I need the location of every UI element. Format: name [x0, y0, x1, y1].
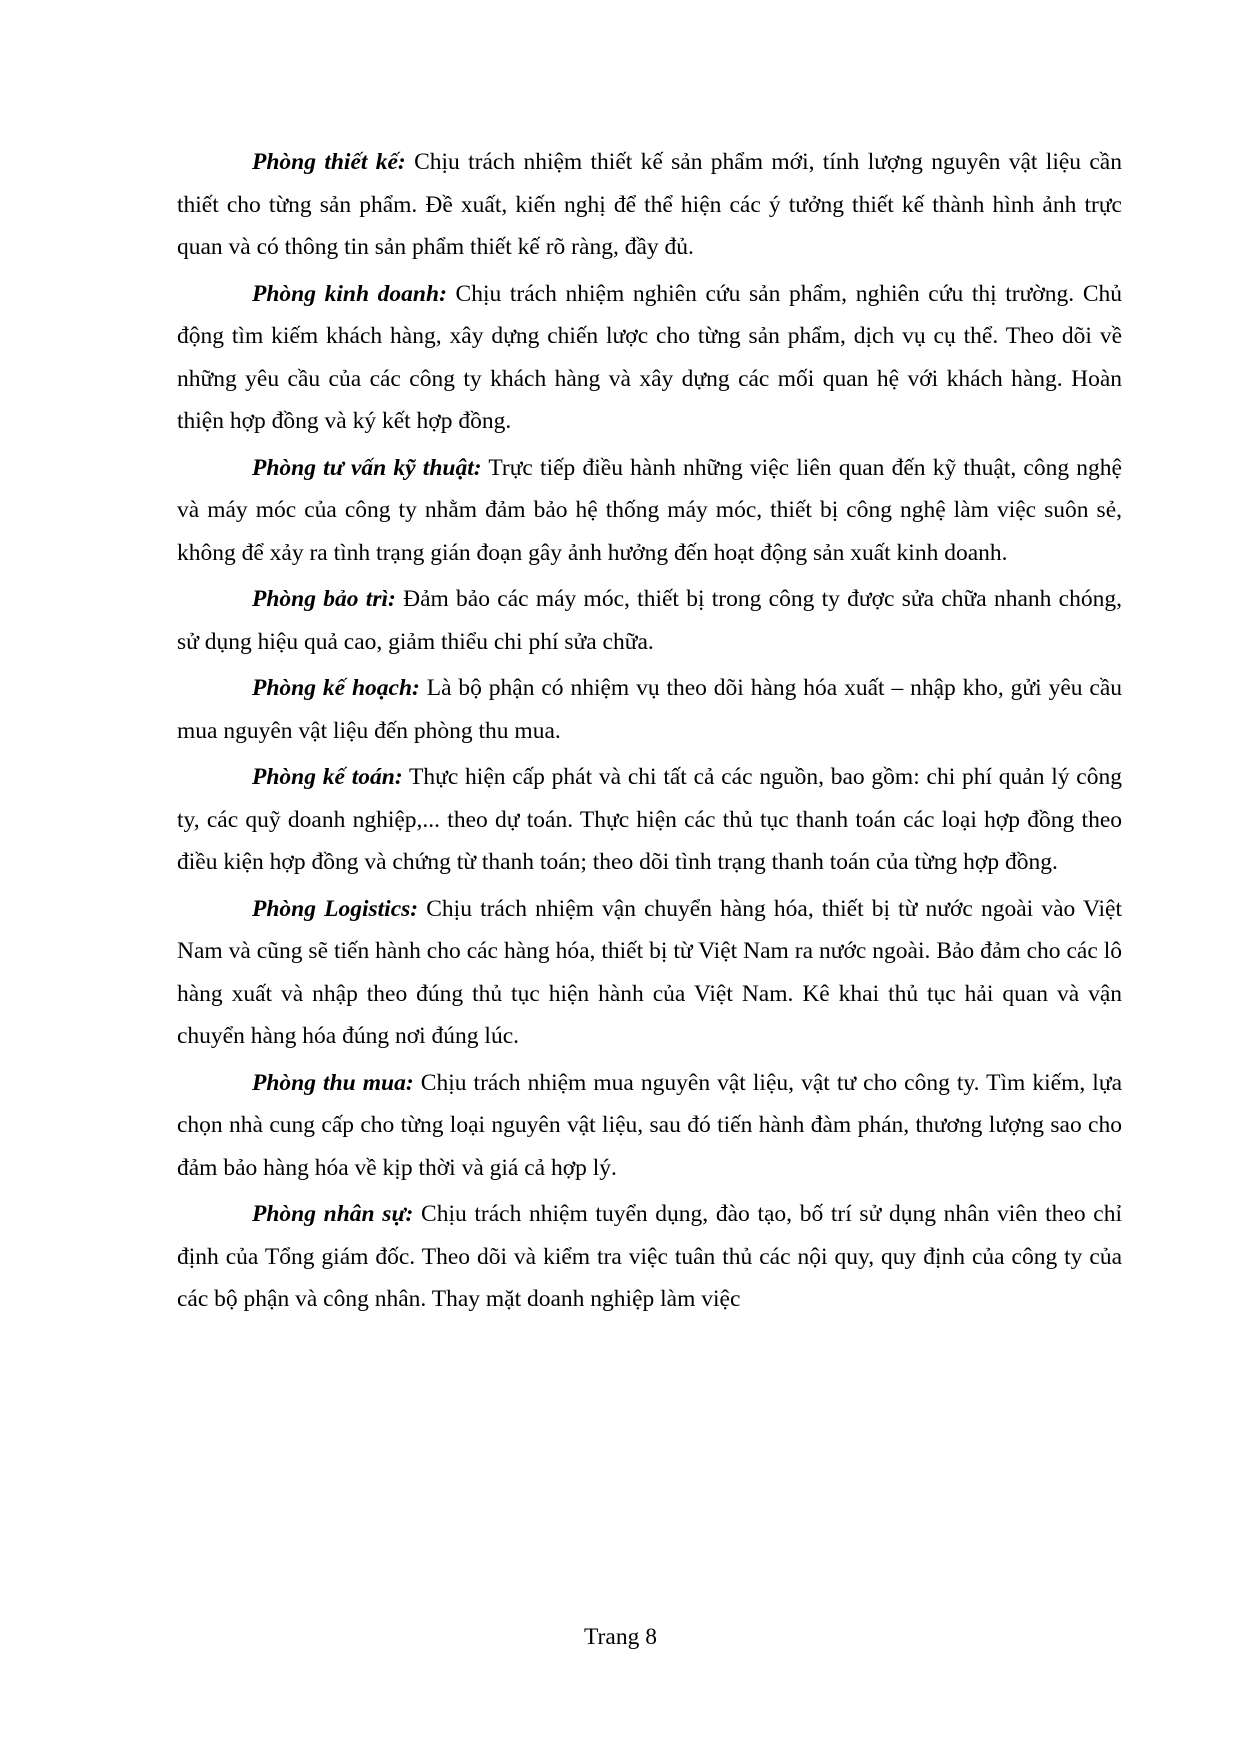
term-logistics-dept: Phòng Logistics: — [252, 895, 419, 922]
text-hr-dept: Chịu trách nhiệm tuyển dụng, đào tạo, bố trí sử dụng nhân viên theo chỉ định của Tổng giám đốc. Theo dõi và kiểm tra việc tuân thủ các nội quy, quy định của công ty của các bộ phận và công nhân. Thay mặt doanh nghiệp làm việc — [177, 1201, 1122, 1312]
paragraph-hr-dept — [177, 1193, 1122, 1321]
paragraph-maintenance-dept — [177, 578, 1122, 663]
page-number: Trang 8 — [584, 1624, 657, 1650]
paragraph-planning-dept — [177, 667, 1122, 752]
text-maintenance-dept: Đảm bảo các máy móc, thiết bị trong công ty được sửa chữa nhanh chóng, sử dụng hiệu quả cao, giảm thiểu chi phí sửa chữa. — [177, 586, 1122, 655]
term-maintenance-dept: Phòng bảo trì: — [252, 586, 396, 612]
page-footer — [0, 1622, 1241, 1652]
text-design-dept: Chịu trách nhiệm thiết kế sản phẩm mới, tính lượng nguyên vật liệu cần thiết cho từng sản phẩm. Đề xuất, kiến nghị để thể hiện các ý tưởng thiết kế thành hình ảnh trực quan và có thông tin sản phẩm thiết kế rõ ràng, đầy đủ. — [177, 149, 1122, 260]
paragraph-design-dept — [177, 141, 1122, 269]
text-logistics-dept: Chịu trách nhiệm vận chuyển hàng hóa, thiết bị từ nước ngoài vào Việt Nam và cũng sẽ tiến hành cho các hàng hóa, thiết bị từ Việt Nam ra nước ngoài. Bảo đảm cho các lô hàng xuất và nhập theo đúng thủ tục hiện hành của Việt Nam. Kê khai thủ tục hải quan và vận chuyển hàng hóa đúng nơi đúng lúc. — [177, 895, 1123, 1049]
term-technical-dept: Phòng tư vấn kỹ thuật: — [252, 454, 482, 481]
term-hr-dept: Phòng nhân sự: — [252, 1201, 414, 1227]
term-purchasing-dept: Phòng thu mua: — [252, 1069, 414, 1096]
paragraph-purchasing-dept — [177, 1062, 1122, 1190]
text-accounting-dept: Thực hiện cấp phát và chi tất cả các nguồn, bao gồm: chi phí quản lý công ty, các quỹ doanh nghiệp,... theo dự toán. Thực hiện các thủ tục thanh toán các loại hợp đồng theo điều kiện hợp đồng và chứng từ thanh toán; theo dõi tình trạng thanh toán của từng hợp đồng. — [177, 764, 1122, 875]
paragraph-sales-dept — [177, 273, 1122, 443]
paragraph-accounting-dept — [177, 756, 1122, 884]
term-sales-dept: Phòng kinh doanh: — [252, 280, 447, 307]
document-body — [177, 141, 1122, 1325]
term-accounting-dept: Phòng kế toán: — [252, 764, 403, 790]
term-planning-dept: Phòng kế hoạch: — [252, 675, 420, 701]
text-planning-dept: Là bộ phận có nhiệm vụ theo dõi hàng hóa xuất – nhập kho, gửi yêu cầu mua nguyên vật liệu đến phòng thu mua. — [177, 675, 1122, 744]
paragraph-logistics-dept — [177, 888, 1122, 1058]
text-sales-dept: Chịu trách nhiệm nghiên cứu sản phẩm, nghiên cứu thị trường. Chủ động tìm kiếm khách hàng, xây dựng chiến lược cho từng sản phẩm, dịch vụ cụ thể. Theo dõi về những yêu cầu của các công ty khách hàng và xây dựng các mối quan hệ với khách hàng. Hoàn thiện hợp đồng và ký kết hợp đồng. — [177, 280, 1122, 434]
text-purchasing-dept: Chịu trách nhiệm mua nguyên vật liệu, vật tư cho công ty. Tìm kiếm, lựa chọn nhà cung cấp cho từng loại nguyên vật liệu, sau đó tiến hành đàm phán, thương lượng sao cho đảm bảo hàng hóa về kịp thời và giá cả hợp lý. — [177, 1069, 1122, 1181]
text-technical-dept: Trực tiếp điều hành những việc liên quan đến kỹ thuật, công nghệ và máy móc của công ty nhằm đảm bảo hệ thống máy móc, thiết bị công nghệ làm việc suôn sẻ, không để xảy ra tình trạng gián đoạn gây ảnh hưởng đến hoạt động sản xuất kinh doanh. — [177, 454, 1122, 566]
paragraph-technical-dept — [177, 447, 1122, 575]
term-design-dept: Phòng thiết kế: — [252, 149, 406, 175]
